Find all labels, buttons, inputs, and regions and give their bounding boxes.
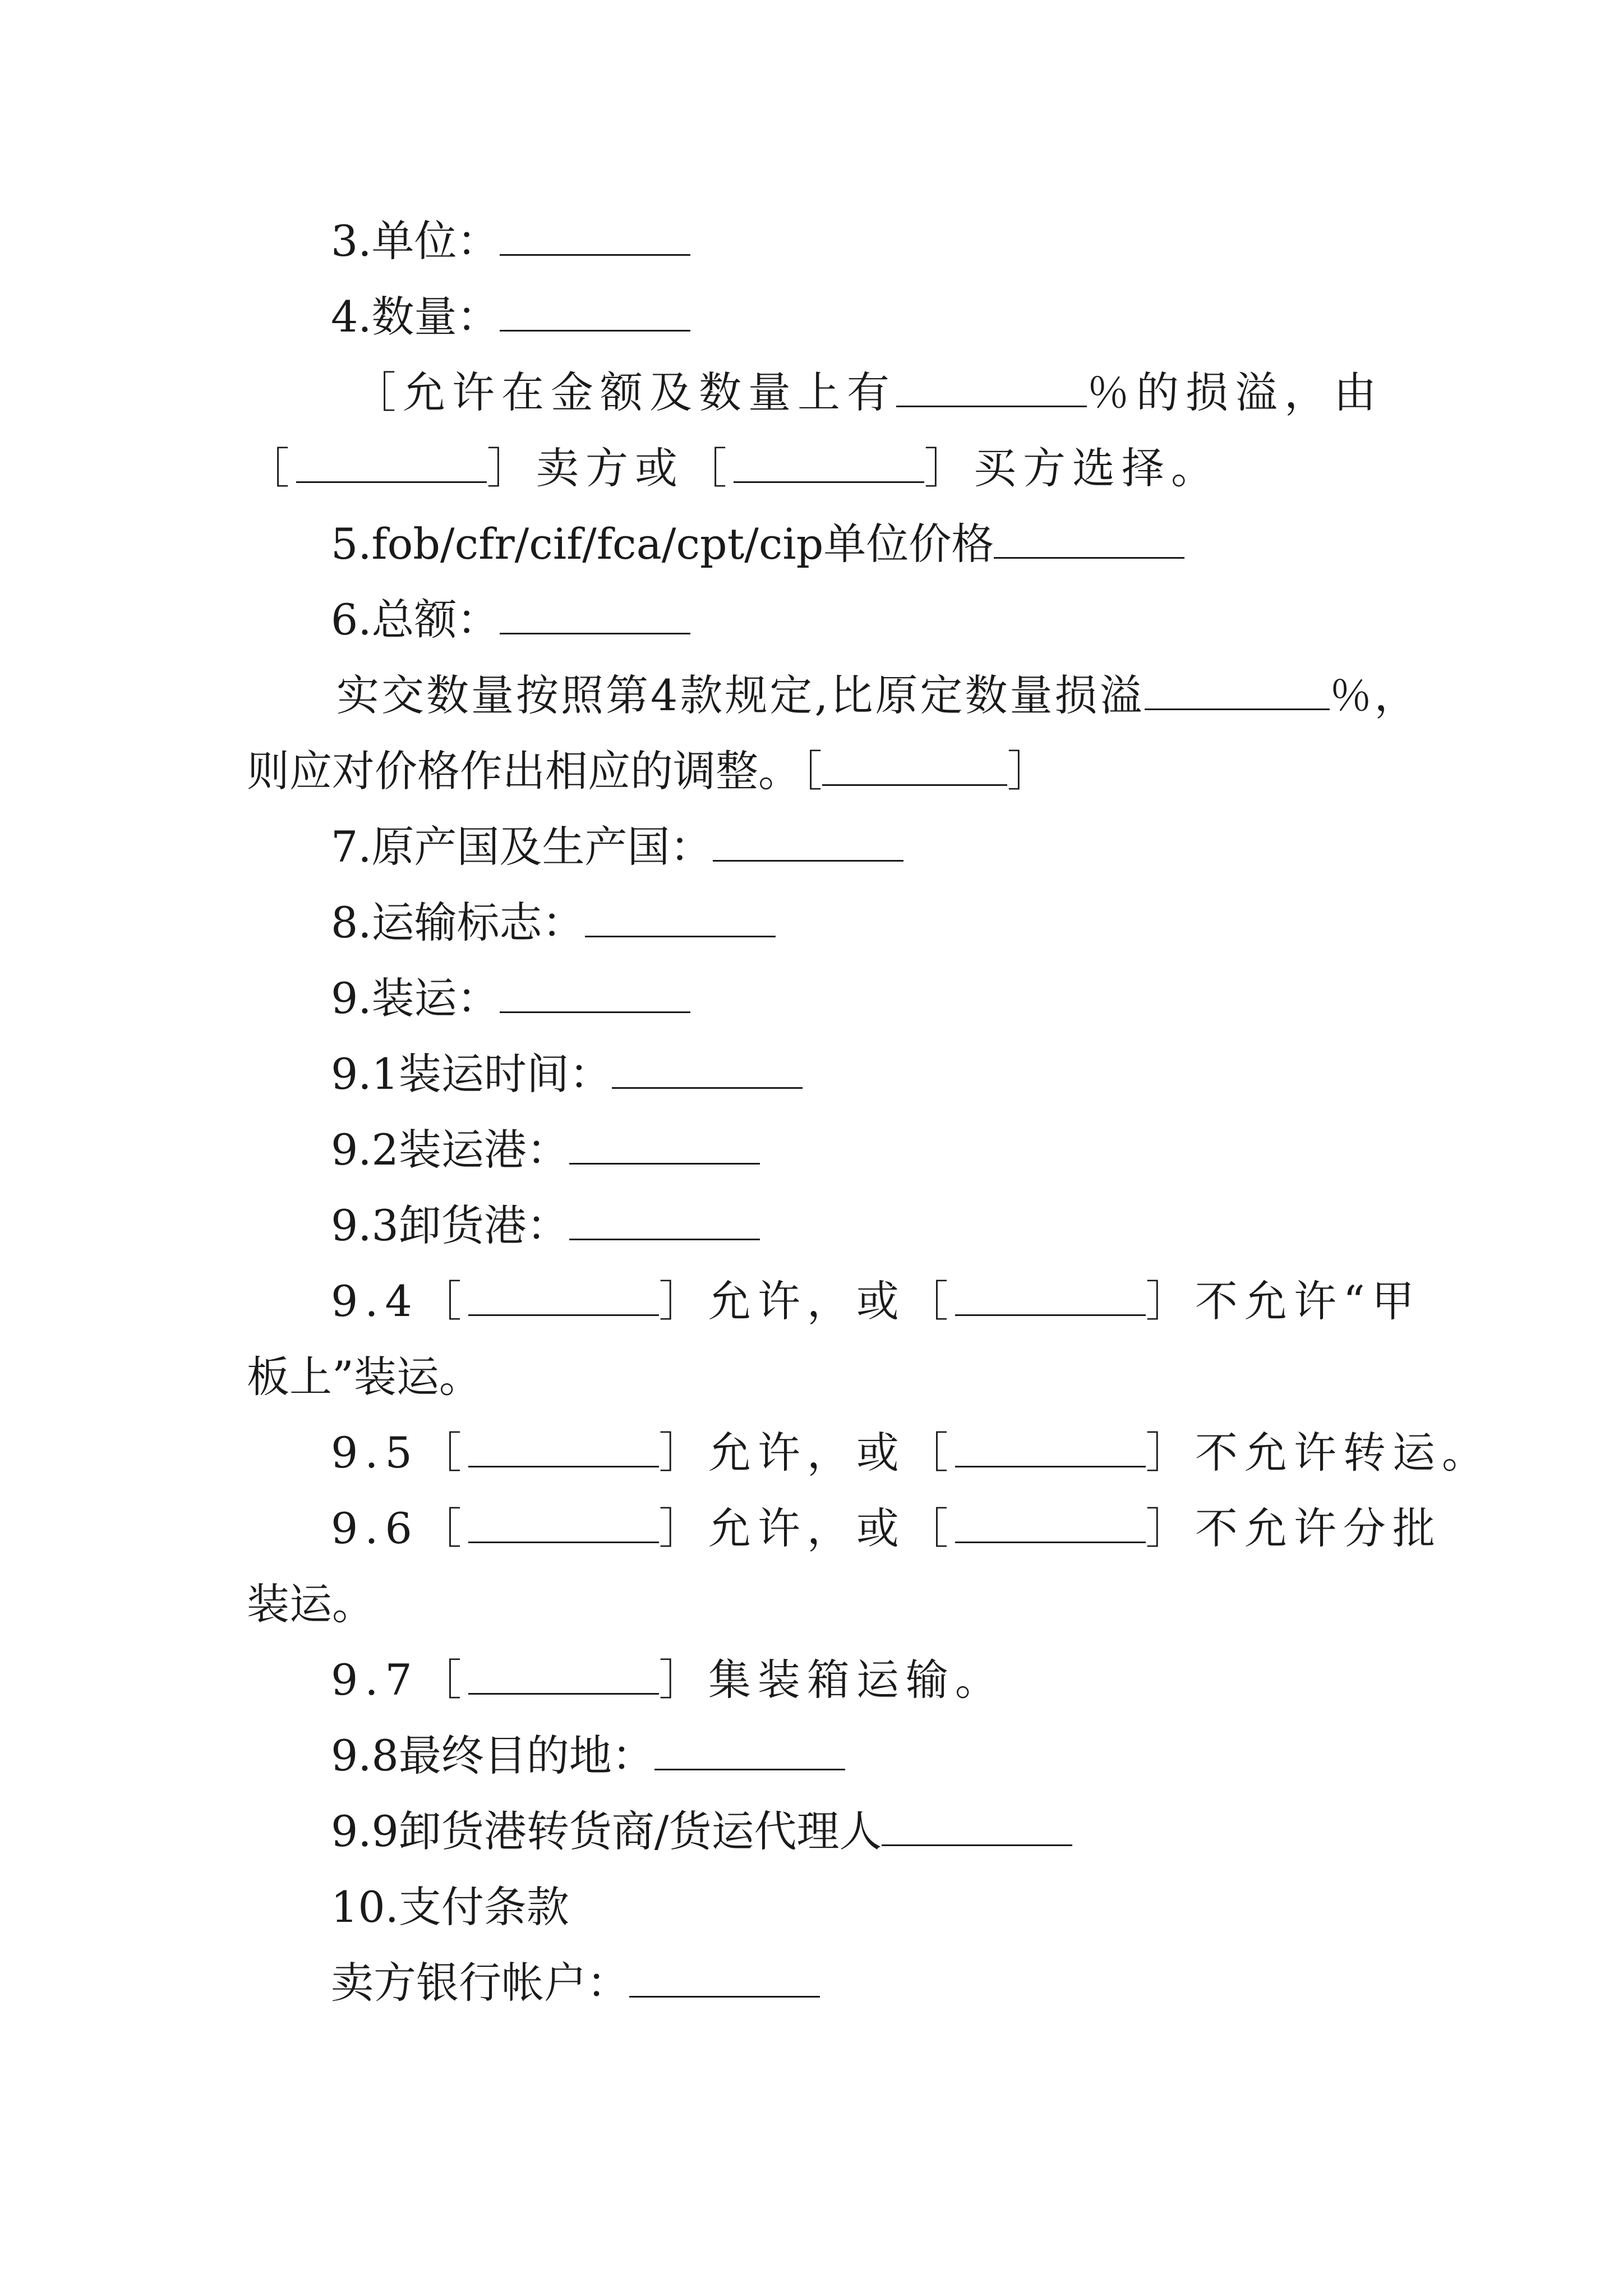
final-destination-blank bbox=[654, 1735, 845, 1770]
item-quantity bbox=[331, 289, 690, 345]
item-final-destination bbox=[331, 1728, 845, 1784]
container-blank bbox=[468, 1659, 659, 1695]
forwarder-blank bbox=[882, 1811, 1072, 1846]
tolerance-line-2 bbox=[247, 440, 1220, 496]
item-loading-port bbox=[331, 1122, 760, 1178]
on-deck-deny-blank bbox=[955, 1281, 1146, 1316]
seller-bank-blank bbox=[629, 1962, 820, 1998]
discharge-port-blank bbox=[569, 1205, 760, 1240]
unit-blank bbox=[500, 220, 690, 256]
item-on-deck-line-2 bbox=[247, 1349, 482, 1405]
transshipment-allow-blank bbox=[468, 1432, 659, 1467]
item-on-deck-line-1 bbox=[331, 1273, 1421, 1329]
item-shipment bbox=[331, 970, 690, 1027]
price-adjust-close: ］ bbox=[1007, 746, 1050, 796]
transshipment-or-text: ］允许，或［ bbox=[658, 1428, 955, 1478]
transshipment-deny-text: ］不允许转运。 bbox=[1145, 1428, 1491, 1478]
on-deck-or-text: ］允许，或［ bbox=[658, 1276, 955, 1326]
item-total-label: 6.总额： bbox=[331, 595, 500, 645]
actual-quantity-line-1 bbox=[336, 668, 1419, 724]
item-shipment-label: 9.装运： bbox=[331, 973, 500, 1023]
actual-quantity-blank bbox=[1145, 675, 1330, 710]
item-forwarder bbox=[331, 1803, 1072, 1860]
item-origin-label: 7.原产国及生产国： bbox=[331, 822, 713, 872]
item-container bbox=[331, 1652, 1004, 1708]
transshipment-deny-blank bbox=[955, 1432, 1146, 1467]
item-total bbox=[331, 592, 690, 648]
item-transshipment bbox=[331, 1425, 1491, 1481]
item-shipping-mark bbox=[331, 895, 776, 951]
item-payment-terms bbox=[331, 1879, 569, 1935]
partial-open: 9.6［ bbox=[331, 1503, 468, 1553]
loading-port-blank bbox=[569, 1129, 760, 1165]
item-partial-shipment-line-2 bbox=[247, 1576, 375, 1632]
transshipment-open: 9.5［ bbox=[331, 1428, 468, 1478]
tolerance-line-1 bbox=[353, 365, 1383, 421]
shipment-time-blank bbox=[612, 1053, 803, 1089]
on-deck-continuation: 板上”装运。 bbox=[247, 1352, 482, 1402]
item-shipping-mark-label: 8.运输标志： bbox=[331, 898, 585, 947]
shipping-mark-blank bbox=[585, 902, 776, 937]
item-origin bbox=[331, 819, 903, 875]
quantity-blank bbox=[500, 296, 690, 332]
item-final-destination-label: 9.8最终目的地： bbox=[331, 1731, 654, 1780]
actual-quantity-line-2 bbox=[247, 743, 1050, 799]
seller-choice-blank bbox=[296, 448, 487, 483]
bracket-open: ［ bbox=[247, 443, 296, 493]
item-loading-port-label: 9.2装运港： bbox=[331, 1125, 569, 1175]
container-open: 9.7［ bbox=[331, 1655, 468, 1705]
item-unit bbox=[331, 213, 690, 269]
item-discharge-port bbox=[331, 1198, 760, 1254]
partial-deny-text: ］不允许分批 bbox=[1145, 1503, 1442, 1553]
container-text: ］集装箱运输。 bbox=[658, 1655, 1004, 1705]
tolerance-text-2: ％的损溢，由 bbox=[1087, 367, 1383, 417]
on-deck-open: 9.4［ bbox=[331, 1276, 468, 1326]
actual-quantity-percent: ％， bbox=[1329, 670, 1419, 720]
item-unit-price bbox=[331, 516, 1184, 572]
price-adjust-text: 则应对价格作出相应的调整。［ bbox=[247, 746, 822, 796]
item-payment-terms-label: 10.支付条款 bbox=[331, 1882, 569, 1932]
on-deck-allow-blank bbox=[468, 1281, 659, 1316]
buyer-choice-blank bbox=[734, 448, 924, 483]
price-adjust-blank bbox=[822, 751, 1007, 786]
item-seller-bank bbox=[331, 1955, 820, 2011]
tolerance-text-1: ［允许在金额及数量上有 bbox=[353, 367, 896, 417]
item-quantity-label: 4.数量： bbox=[331, 292, 500, 342]
buyer-choice-text: ］买方选择。 bbox=[924, 443, 1220, 493]
item-partial-shipment-line-1 bbox=[331, 1501, 1442, 1557]
item-shipment-time-label: 9.1装运时间： bbox=[331, 1049, 612, 1099]
actual-quantity-text: 实交数量按照第4款规定,比原定数量损溢 bbox=[336, 670, 1145, 720]
partial-continuation: 装运。 bbox=[247, 1579, 375, 1629]
item-shipment-time bbox=[331, 1046, 803, 1102]
seller-or-text: ］卖方或［ bbox=[487, 443, 734, 493]
item-unit-price-label: 5.fob/cfr/cif/fca/cpt/cip单位价格 bbox=[331, 519, 994, 569]
item-unit-label: 3.单位： bbox=[331, 216, 500, 266]
unit-price-blank bbox=[994, 523, 1184, 559]
shipment-blank bbox=[500, 978, 690, 1013]
partial-or-text: ］允许，或［ bbox=[658, 1503, 955, 1553]
partial-deny-blank bbox=[955, 1508, 1146, 1543]
item-discharge-port-label: 9.3卸货港： bbox=[331, 1200, 569, 1250]
tolerance-blank bbox=[896, 372, 1087, 407]
item-forwarder-label: 9.9卸货港转货商/货运代理人 bbox=[331, 1806, 882, 1856]
partial-allow-blank bbox=[468, 1508, 659, 1543]
on-deck-deny-text: ］不允许“甲 bbox=[1145, 1276, 1421, 1326]
origin-blank bbox=[713, 826, 903, 862]
total-blank bbox=[500, 599, 690, 634]
item-seller-bank-label: 卖方银行帐户： bbox=[331, 1958, 629, 2008]
